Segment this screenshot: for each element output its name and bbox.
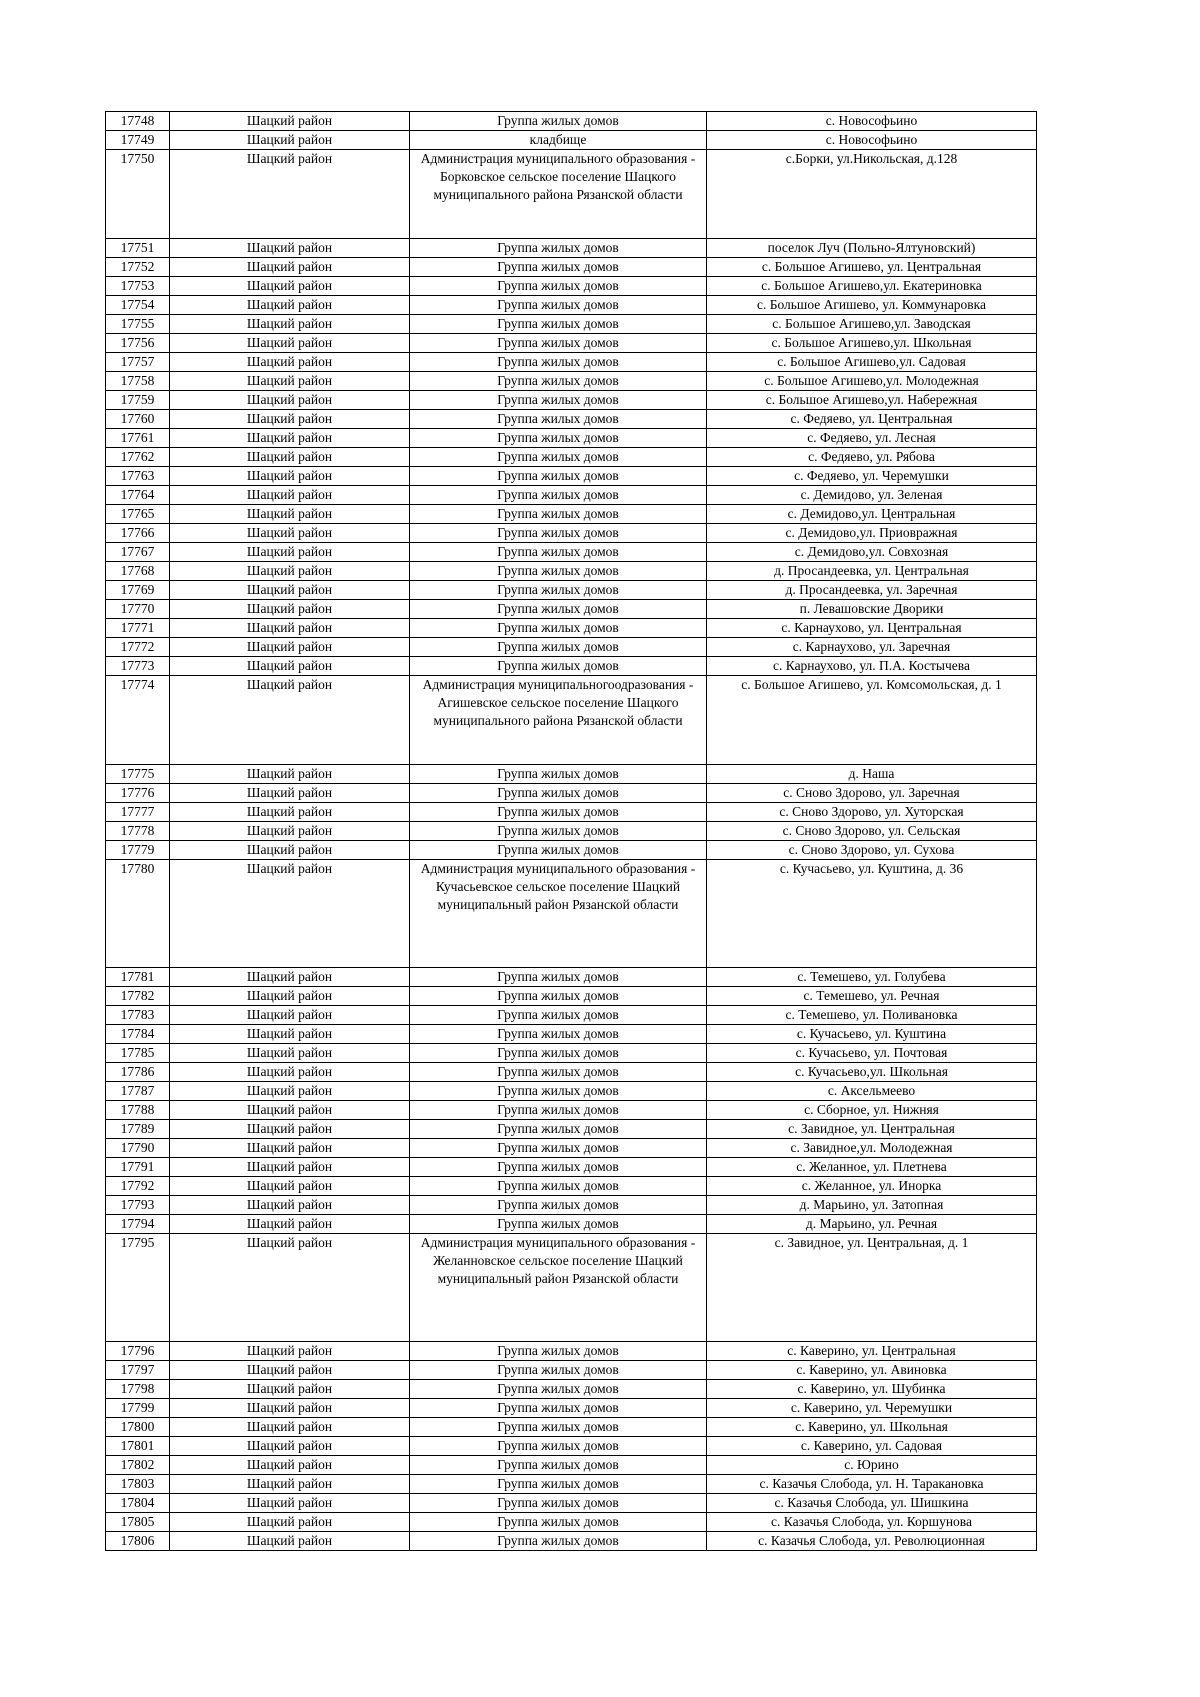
row-number-cell: 17784 — [106, 1025, 170, 1044]
district-cell: Шацкий район — [170, 1158, 410, 1177]
row-number-cell: 17799 — [106, 1399, 170, 1418]
address-cell: с. Федяево, ул. Рябова — [707, 448, 1037, 467]
row-number-cell: 17779 — [106, 841, 170, 860]
district-cell: Шацкий район — [170, 391, 410, 410]
address-cell: с. Каверино, ул. Школьная — [707, 1418, 1037, 1437]
row-number-cell: 17756 — [106, 334, 170, 353]
object-name-cell: Группа жилых домов — [410, 1399, 707, 1418]
object-name-cell: Группа жилых домов — [410, 638, 707, 657]
district-cell: Шацкий район — [170, 296, 410, 315]
row-number-cell: 17805 — [106, 1513, 170, 1532]
table-row — [106, 1456, 1037, 1475]
address-cell: с. Желанное, ул. Плетнева — [707, 1158, 1037, 1177]
object-name-cell: кладбище — [410, 131, 707, 150]
row-number-cell: 17789 — [106, 1120, 170, 1139]
object-name-cell: Группа жилых домов — [410, 1475, 707, 1494]
table-row — [106, 334, 1037, 353]
address-cell: д. Марьино, ул. Речная — [707, 1215, 1037, 1234]
table-row — [106, 600, 1037, 619]
table-row — [106, 765, 1037, 784]
row-number-cell: 17764 — [106, 486, 170, 505]
table-row — [106, 131, 1037, 150]
address-cell: с. Сново Здорово, ул. Хуторская — [707, 803, 1037, 822]
row-number-cell: 17763 — [106, 467, 170, 486]
table-row — [106, 296, 1037, 315]
table-row — [106, 353, 1037, 372]
address-cell: с. Демидово,ул. Совхозная — [707, 543, 1037, 562]
district-cell: Шацкий район — [170, 581, 410, 600]
object-name-cell: Группа жилых домов — [410, 968, 707, 987]
object-name-cell: Группа жилых домов — [410, 657, 707, 676]
row-number-cell: 17800 — [106, 1418, 170, 1437]
table-row — [106, 543, 1037, 562]
address-cell: с. Большое Агишево, ул. Центральная — [707, 258, 1037, 277]
object-name-cell: Группа жилых домов — [410, 784, 707, 803]
district-cell: Шацкий район — [170, 505, 410, 524]
district-cell: Шацкий район — [170, 1139, 410, 1158]
district-cell: Шацкий район — [170, 277, 410, 296]
row-number-cell: 17794 — [106, 1215, 170, 1234]
object-name-cell: Группа жилых домов — [410, 1139, 707, 1158]
district-cell: Шацкий район — [170, 803, 410, 822]
address-cell: с. Большое Агишево, ул. Комсомольская, д. 1 — [707, 676, 1037, 765]
address-cell: с. Сново Здорово, ул. Заречная — [707, 784, 1037, 803]
table-row — [106, 505, 1037, 524]
address-cell: с. Сново Здорово, ул. Сухова — [707, 841, 1037, 860]
row-number-cell: 17755 — [106, 315, 170, 334]
district-cell: Шацкий район — [170, 524, 410, 543]
district-cell: Шацкий район — [170, 1418, 410, 1437]
district-cell: Шацкий район — [170, 1044, 410, 1063]
table-row — [106, 676, 1037, 765]
table-row — [106, 429, 1037, 448]
row-number-cell: 17759 — [106, 391, 170, 410]
district-cell: Шацкий район — [170, 638, 410, 657]
district-cell: Шацкий район — [170, 150, 410, 239]
table-row — [106, 987, 1037, 1006]
table-row — [106, 258, 1037, 277]
object-name-cell: Группа жилых домов — [410, 277, 707, 296]
district-cell: Шацкий район — [170, 562, 410, 581]
address-cell: с. Демидово,ул. Центральная — [707, 505, 1037, 524]
district-cell: Шацкий район — [170, 112, 410, 131]
address-cell: п. Левашовские Дворики — [707, 600, 1037, 619]
table-row — [106, 1380, 1037, 1399]
row-number-cell: 17757 — [106, 353, 170, 372]
district-cell: Шацкий район — [170, 1006, 410, 1025]
district-cell: Шацкий район — [170, 1475, 410, 1494]
object-name-cell: Группа жилых домов — [410, 822, 707, 841]
district-cell: Шацкий район — [170, 486, 410, 505]
row-number-cell: 17748 — [106, 112, 170, 131]
table-row — [106, 1475, 1037, 1494]
address-cell: с. Юрино — [707, 1456, 1037, 1475]
object-name-cell: Группа жилых домов — [410, 258, 707, 277]
object-name-cell: Группа жилых домов — [410, 486, 707, 505]
table-row — [106, 150, 1037, 239]
row-number-cell: 17792 — [106, 1177, 170, 1196]
address-cell: с. Новософьино — [707, 112, 1037, 131]
table-row — [106, 581, 1037, 600]
address-cell: поселок Луч (Польно-Ялтуновский) — [707, 239, 1037, 258]
address-cell: с. Большое Агишево,ул. Заводская — [707, 315, 1037, 334]
row-number-cell: 17767 — [106, 543, 170, 562]
district-cell: Шацкий район — [170, 987, 410, 1006]
object-name-cell: Группа жилых домов — [410, 1044, 707, 1063]
table-row — [106, 822, 1037, 841]
district-cell: Шацкий район — [170, 765, 410, 784]
table-row — [106, 1361, 1037, 1380]
object-name-cell: Группа жилых домов — [410, 600, 707, 619]
table-row — [106, 841, 1037, 860]
district-cell: Шацкий район — [170, 619, 410, 638]
row-number-cell: 17796 — [106, 1342, 170, 1361]
registry-table-body — [106, 112, 1037, 1551]
object-name-cell: Группа жилых домов — [410, 841, 707, 860]
object-name-cell: Группа жилых домов — [410, 619, 707, 638]
object-name-cell: Группа жилых домов — [410, 1006, 707, 1025]
object-name-cell: Группа жилых домов — [410, 1215, 707, 1234]
row-number-cell: 17797 — [106, 1361, 170, 1380]
object-name-cell: Группа жилых домов — [410, 1120, 707, 1139]
table-row — [106, 803, 1037, 822]
district-cell: Шацкий район — [170, 1361, 410, 1380]
address-cell: с. Кучасьево, ул. Почтовая — [707, 1044, 1037, 1063]
row-number-cell: 17806 — [106, 1532, 170, 1551]
row-number-cell: 17778 — [106, 822, 170, 841]
table-row — [106, 1342, 1037, 1361]
row-number-cell: 17762 — [106, 448, 170, 467]
row-number-cell: 17801 — [106, 1437, 170, 1456]
district-cell: Шацкий район — [170, 410, 410, 429]
address-cell: с. Сборное, ул. Нижняя — [707, 1101, 1037, 1120]
district-cell: Шацкий район — [170, 353, 410, 372]
object-name-cell: Группа жилых домов — [410, 112, 707, 131]
row-number-cell: 17749 — [106, 131, 170, 150]
row-number-cell: 17783 — [106, 1006, 170, 1025]
district-cell: Шацкий район — [170, 841, 410, 860]
district-cell: Шацкий район — [170, 239, 410, 258]
row-number-cell: 17775 — [106, 765, 170, 784]
district-cell: Шацкий район — [170, 676, 410, 765]
address-cell: д. Просандеевка, ул. Центральная — [707, 562, 1037, 581]
district-cell: Шацкий район — [170, 1234, 410, 1342]
district-cell: Шацкий район — [170, 258, 410, 277]
district-cell: Шацкий район — [170, 1196, 410, 1215]
district-cell: Шацкий район — [170, 1513, 410, 1532]
object-name-cell: Группа жилых домов — [410, 1494, 707, 1513]
table-row — [106, 1063, 1037, 1082]
address-cell: с. Карнаухово, ул. Центральная — [707, 619, 1037, 638]
row-number-cell: 17798 — [106, 1380, 170, 1399]
table-row — [106, 467, 1037, 486]
district-cell: Шацкий район — [170, 1456, 410, 1475]
district-cell: Шацкий район — [170, 968, 410, 987]
district-cell: Шацкий район — [170, 429, 410, 448]
table-row — [106, 1418, 1037, 1437]
address-cell: с. Завидное, ул. Центральная — [707, 1120, 1037, 1139]
table-row — [106, 657, 1037, 676]
object-name-cell: Группа жилых домов — [410, 1158, 707, 1177]
object-name-cell: Группа жилых домов — [410, 543, 707, 562]
table-row — [106, 638, 1037, 657]
district-cell: Шацкий район — [170, 131, 410, 150]
district-cell: Шацкий район — [170, 1494, 410, 1513]
row-number-cell: 17772 — [106, 638, 170, 657]
table-row — [106, 1513, 1037, 1532]
object-name-cell: Группа жилых домов — [410, 315, 707, 334]
address-cell: с. Казачья Слобода, ул. Шишкина — [707, 1494, 1037, 1513]
address-cell: с. Федяево, ул. Черемушки — [707, 467, 1037, 486]
district-cell: Шацкий район — [170, 1120, 410, 1139]
row-number-cell: 17760 — [106, 410, 170, 429]
object-name-cell: Группа жилых домов — [410, 410, 707, 429]
table-row — [106, 1437, 1037, 1456]
table-row — [106, 1532, 1037, 1551]
address-cell: с. Большое Агишево,ул. Садовая — [707, 353, 1037, 372]
district-cell: Шацкий район — [170, 1177, 410, 1196]
row-number-cell: 17786 — [106, 1063, 170, 1082]
table-row — [106, 968, 1037, 987]
object-name-cell: Группа жилых домов — [410, 353, 707, 372]
district-cell: Шацкий район — [170, 1101, 410, 1120]
object-name-cell: Группа жилых домов — [410, 429, 707, 448]
address-cell: с. Желанное, ул. Инорка — [707, 1177, 1037, 1196]
table-row — [106, 1101, 1037, 1120]
district-cell: Шацкий район — [170, 784, 410, 803]
address-cell: с. Федяево, ул. Центральная — [707, 410, 1037, 429]
object-name-cell: Группа жилых домов — [410, 467, 707, 486]
address-cell: с. Сново Здорово, ул. Сельская — [707, 822, 1037, 841]
object-name-cell: Группа жилых домов — [410, 334, 707, 353]
address-cell: с. Большое Агишево,ул. Молодежная — [707, 372, 1037, 391]
object-name-cell: Группа жилых домов — [410, 1063, 707, 1082]
object-name-cell: Группа жилых домов — [410, 239, 707, 258]
address-cell: с. Кучасьево,ул. Школьная — [707, 1063, 1037, 1082]
table-row — [106, 1196, 1037, 1215]
table-row — [106, 1399, 1037, 1418]
object-name-cell: Администрация муниципального образования - Желанновское сельское поселение Шацкий муниципальный район Рязанской области — [410, 1234, 707, 1342]
table-row — [106, 562, 1037, 581]
district-cell: Шацкий район — [170, 334, 410, 353]
district-cell: Шацкий район — [170, 1342, 410, 1361]
address-cell: с. Кучасьево, ул. Куштина — [707, 1025, 1037, 1044]
table-row — [106, 1120, 1037, 1139]
object-name-cell: Администрация муниципальногоодразования - Агишевское сельское поселение Шацкого муниципального района Рязанской области — [410, 676, 707, 765]
object-name-cell: Группа жилых домов — [410, 505, 707, 524]
table-row — [106, 1215, 1037, 1234]
row-number-cell: 17776 — [106, 784, 170, 803]
address-cell: с. Каверино, ул. Черемушки — [707, 1399, 1037, 1418]
district-cell: Шацкий район — [170, 1063, 410, 1082]
table-row — [106, 372, 1037, 391]
address-cell: с. Федяево, ул. Лесная — [707, 429, 1037, 448]
address-cell: с. Демидово, ул. Зеленая — [707, 486, 1037, 505]
table-row — [106, 239, 1037, 258]
object-name-cell: Группа жилых домов — [410, 1025, 707, 1044]
district-cell: Шацкий район — [170, 543, 410, 562]
row-number-cell: 17777 — [106, 803, 170, 822]
address-cell: с. Большое Агишево,ул. Набережная — [707, 391, 1037, 410]
table-row — [106, 410, 1037, 429]
address-cell: с. Большое Агишево,ул. Школьная — [707, 334, 1037, 353]
address-cell: с. Темешево, ул. Речная — [707, 987, 1037, 1006]
object-name-cell: Группа жилых домов — [410, 1532, 707, 1551]
row-number-cell: 17791 — [106, 1158, 170, 1177]
row-number-cell: 17768 — [106, 562, 170, 581]
row-number-cell: 17774 — [106, 676, 170, 765]
row-number-cell: 17804 — [106, 1494, 170, 1513]
table-row — [106, 860, 1037, 968]
object-name-cell: Группа жилых домов — [410, 524, 707, 543]
table-row — [106, 1082, 1037, 1101]
row-number-cell: 17754 — [106, 296, 170, 315]
object-name-cell: Группа жилых домов — [410, 1361, 707, 1380]
address-cell: с. Казачья Слобода, ул. Революционная — [707, 1532, 1037, 1551]
district-cell: Шацкий район — [170, 372, 410, 391]
address-cell: с. Темешево, ул. Голубева — [707, 968, 1037, 987]
row-number-cell: 17752 — [106, 258, 170, 277]
table-row — [106, 1158, 1037, 1177]
table-row — [106, 277, 1037, 296]
table-row — [106, 486, 1037, 505]
object-name-cell: Группа жилых домов — [410, 1196, 707, 1215]
table-row — [106, 1177, 1037, 1196]
address-cell: с. Демидово,ул. Приовражная — [707, 524, 1037, 543]
district-cell: Шацкий район — [170, 315, 410, 334]
address-cell: с.Борки, ул.Никольская, д.128 — [707, 150, 1037, 239]
district-cell: Шацкий район — [170, 1025, 410, 1044]
row-number-cell: 17761 — [106, 429, 170, 448]
row-number-cell: 17802 — [106, 1456, 170, 1475]
row-number-cell: 17753 — [106, 277, 170, 296]
row-number-cell: 17787 — [106, 1082, 170, 1101]
district-cell: Шацкий район — [170, 1532, 410, 1551]
row-number-cell: 17771 — [106, 619, 170, 638]
district-cell: Шацкий район — [170, 448, 410, 467]
registry-table — [105, 111, 1037, 1551]
district-cell: Шацкий район — [170, 600, 410, 619]
object-name-cell: Группа жилых домов — [410, 765, 707, 784]
table-row — [106, 1234, 1037, 1342]
row-number-cell: 17758 — [106, 372, 170, 391]
address-cell: с. Казачья Слобода, ул. Н. Таракановка — [707, 1475, 1037, 1494]
table-row — [106, 315, 1037, 334]
row-number-cell: 17803 — [106, 1475, 170, 1494]
object-name-cell: Группа жилых домов — [410, 1456, 707, 1475]
row-number-cell: 17769 — [106, 581, 170, 600]
address-cell: д. Просандеевка, ул. Заречная — [707, 581, 1037, 600]
table-row — [106, 619, 1037, 638]
address-cell: с. Новософьино — [707, 131, 1037, 150]
address-cell: с. Темешево, ул. Поливановка — [707, 1006, 1037, 1025]
object-name-cell: Группа жилых домов — [410, 391, 707, 410]
table-row — [106, 524, 1037, 543]
district-cell: Шацкий район — [170, 1082, 410, 1101]
address-cell: с. Казачья Слобода, ул. Коршунова — [707, 1513, 1037, 1532]
row-number-cell: 17750 — [106, 150, 170, 239]
address-cell: с. Большое Агишево, ул. Коммунаровка — [707, 296, 1037, 315]
row-number-cell: 17780 — [106, 860, 170, 968]
address-cell: с. Большое Агишево,ул. Екатериновка — [707, 277, 1037, 296]
row-number-cell: 17781 — [106, 968, 170, 987]
district-cell: Шацкий район — [170, 657, 410, 676]
object-name-cell: Группа жилых домов — [410, 1418, 707, 1437]
table-row — [106, 448, 1037, 467]
district-cell: Шацкий район — [170, 1380, 410, 1399]
object-name-cell: Группа жилых домов — [410, 1513, 707, 1532]
address-cell: с. Каверино, ул. Садовая — [707, 1437, 1037, 1456]
object-name-cell: Группа жилых домов — [410, 448, 707, 467]
table-row — [106, 784, 1037, 803]
object-name-cell: Группа жилых домов — [410, 803, 707, 822]
table-row — [106, 1494, 1037, 1513]
address-cell: д. Наша — [707, 765, 1037, 784]
row-number-cell: 17785 — [106, 1044, 170, 1063]
row-number-cell: 17788 — [106, 1101, 170, 1120]
object-name-cell: Группа жилых домов — [410, 581, 707, 600]
table-row — [106, 112, 1037, 131]
row-number-cell: 17770 — [106, 600, 170, 619]
row-number-cell: 17766 — [106, 524, 170, 543]
district-cell: Шацкий район — [170, 822, 410, 841]
address-cell: с. Каверино, ул. Центральная — [707, 1342, 1037, 1361]
object-name-cell: Группа жилых домов — [410, 296, 707, 315]
object-name-cell: Группа жилых домов — [410, 1177, 707, 1196]
address-cell: с. Кучасьево, ул. Куштина, д. 36 — [707, 860, 1037, 968]
address-cell: с. Каверино, ул. Шубинка — [707, 1380, 1037, 1399]
object-name-cell: Группа жилых домов — [410, 1437, 707, 1456]
table-row — [106, 1006, 1037, 1025]
object-name-cell: Группа жилых домов — [410, 1342, 707, 1361]
row-number-cell: 17795 — [106, 1234, 170, 1342]
object-name-cell: Группа жилых домов — [410, 1380, 707, 1399]
district-cell: Шацкий район — [170, 1399, 410, 1418]
district-cell: Шацкий район — [170, 467, 410, 486]
row-number-cell: 17773 — [106, 657, 170, 676]
district-cell: Шацкий район — [170, 1215, 410, 1234]
table-row — [106, 391, 1037, 410]
object-name-cell: Администрация муниципального образования - Борковское сельское поселение Шацкого муниципального района Рязанской области — [410, 150, 707, 239]
address-cell: с. Завидное,ул. Молодежная — [707, 1139, 1037, 1158]
object-name-cell: Группа жилых домов — [410, 562, 707, 581]
address-cell: с. Аксельмеево — [707, 1082, 1037, 1101]
row-number-cell: 17765 — [106, 505, 170, 524]
address-cell: с. Завидное, ул. Центральная, д. 1 — [707, 1234, 1037, 1342]
address-cell: с. Карнаухово, ул. Заречная — [707, 638, 1037, 657]
table-row — [106, 1044, 1037, 1063]
object-name-cell: Группа жилых домов — [410, 1101, 707, 1120]
row-number-cell: 17793 — [106, 1196, 170, 1215]
table-row — [106, 1139, 1037, 1158]
object-name-cell: Администрация муниципального образования - Кучасьевское сельское поселение Шацкий муниципальный район Рязанской области — [410, 860, 707, 968]
address-cell: д. Марьино, ул. Затопная — [707, 1196, 1037, 1215]
object-name-cell: Группа жилых домов — [410, 372, 707, 391]
district-cell: Шацкий район — [170, 860, 410, 968]
object-name-cell: Группа жилых домов — [410, 1082, 707, 1101]
row-number-cell: 17790 — [106, 1139, 170, 1158]
table-row — [106, 1025, 1037, 1044]
district-cell: Шацкий район — [170, 1437, 410, 1456]
row-number-cell: 17782 — [106, 987, 170, 1006]
address-cell: с. Карнаухово, ул. П.А. Костычева — [707, 657, 1037, 676]
object-name-cell: Группа жилых домов — [410, 987, 707, 1006]
address-cell: с. Каверино, ул. Авиновка — [707, 1361, 1037, 1380]
row-number-cell: 17751 — [106, 239, 170, 258]
